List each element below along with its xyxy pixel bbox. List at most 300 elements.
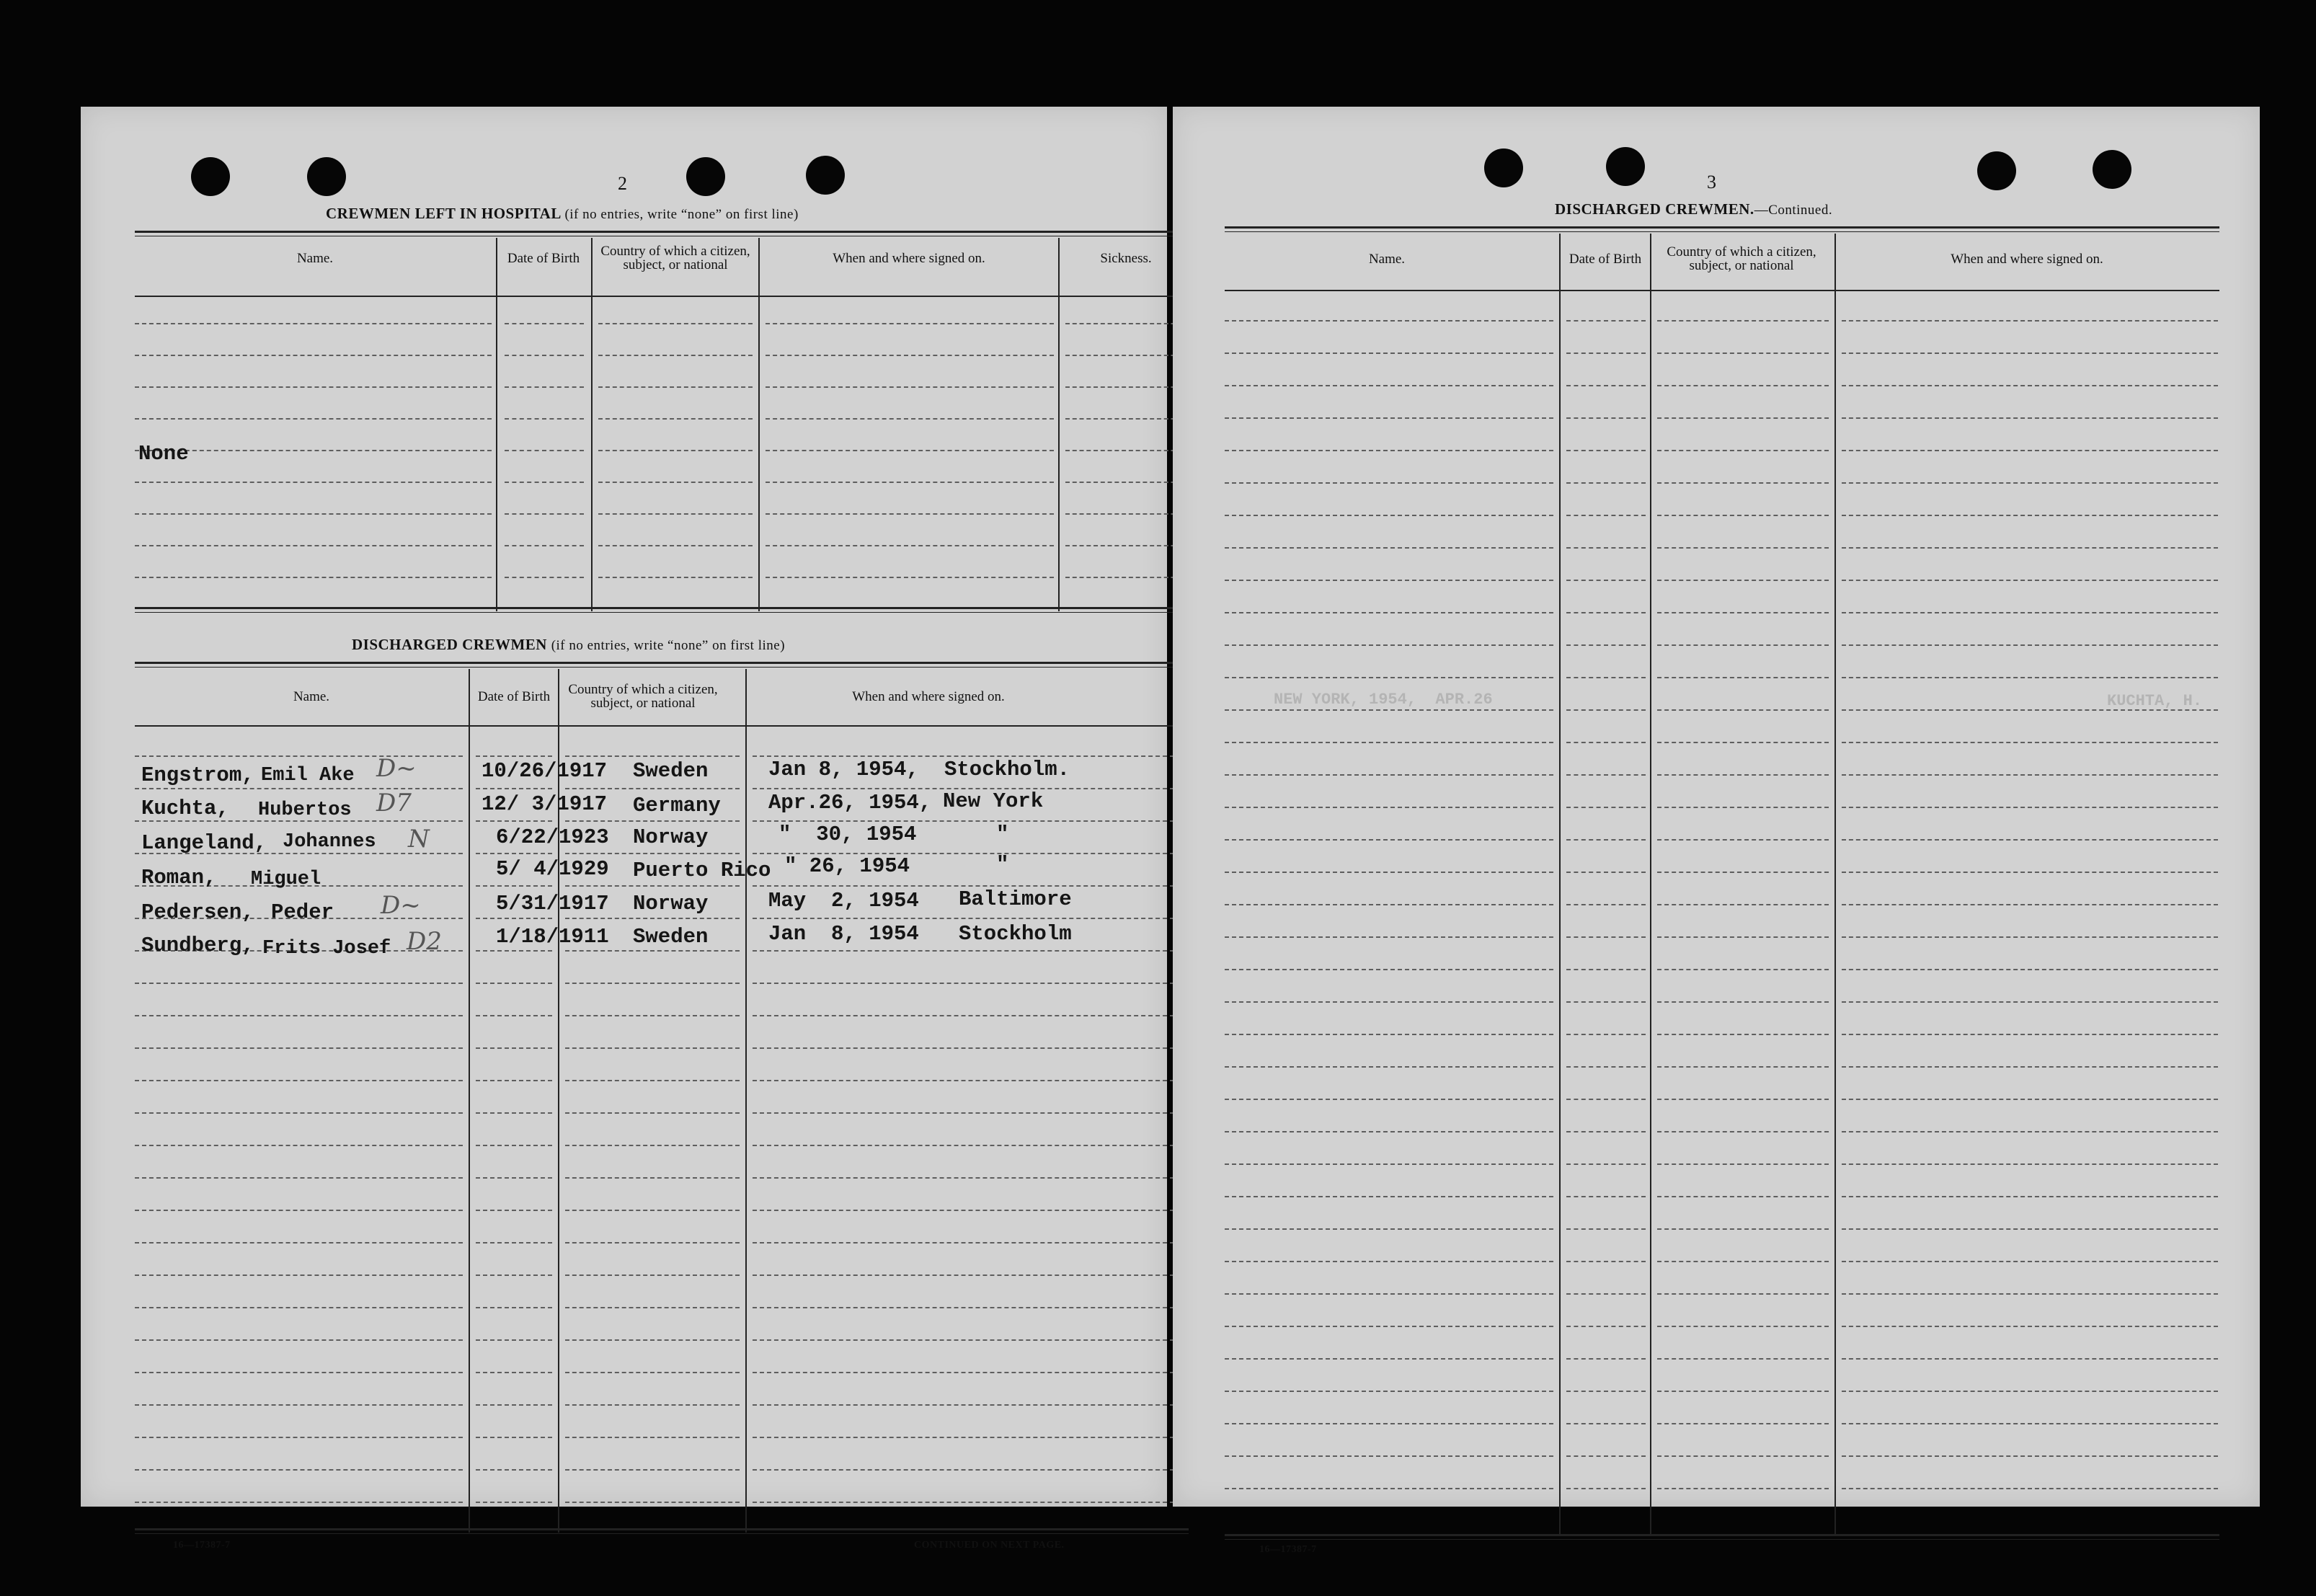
dotted-line xyxy=(565,1145,740,1146)
dotted-line xyxy=(505,513,584,515)
dotted-line xyxy=(598,513,753,515)
dotted-line xyxy=(565,1047,740,1049)
dotted-line xyxy=(1225,515,1553,516)
dotted-line xyxy=(1225,872,1553,873)
dotted-line xyxy=(1842,1391,2218,1392)
dotted-line xyxy=(1065,482,1189,483)
entry-dob: 12/ 3/1917 xyxy=(482,792,608,816)
dotted-line xyxy=(1566,774,1646,776)
dotted-line xyxy=(1065,513,1189,515)
dotted-line xyxy=(766,577,1054,578)
dotted-line xyxy=(1842,1293,2218,1295)
dotted-line xyxy=(1566,742,1646,743)
dotted-line xyxy=(505,355,584,356)
dotted-line xyxy=(1842,1423,2218,1424)
dotted-line xyxy=(1842,1034,2218,1035)
dotted-line xyxy=(753,755,1189,757)
dotted-line xyxy=(1657,1261,1829,1262)
dotted-line xyxy=(1566,807,1646,808)
dotted-line xyxy=(565,1437,740,1438)
punch-hole xyxy=(1606,147,1645,186)
dotted-line xyxy=(565,820,740,822)
dotted-line xyxy=(1225,1488,1553,1489)
dotted-line xyxy=(1657,450,1829,451)
dotted-line xyxy=(135,323,492,324)
dotted-line xyxy=(1657,1293,1829,1295)
dotted-line xyxy=(1657,353,1829,354)
dotted-line xyxy=(1842,677,2218,678)
dotted-line xyxy=(1842,385,2218,386)
dotted-line xyxy=(476,788,552,789)
dotted-line xyxy=(753,1469,1189,1471)
dotted-line xyxy=(1225,969,1553,970)
dotted-line xyxy=(1657,1326,1829,1327)
dotted-line xyxy=(1657,807,1829,808)
dotted-line xyxy=(753,1339,1189,1341)
dotted-line xyxy=(1225,644,1553,646)
entry-country: Norway xyxy=(633,825,709,849)
dotted-line xyxy=(1566,547,1646,549)
dotted-line xyxy=(1566,1423,1646,1424)
dotted-line xyxy=(476,853,552,854)
entry-signed-place: New York xyxy=(943,789,1044,813)
dotted-line xyxy=(1842,644,2218,646)
dotted-line xyxy=(1566,482,1646,484)
entry-given-name: Miguel xyxy=(251,869,321,890)
dotted-line xyxy=(1065,545,1189,546)
dotted-line xyxy=(1566,644,1646,646)
entry-signed-date: Jan 8, 1954, xyxy=(768,758,919,781)
dotted-line xyxy=(753,918,1189,919)
column-divider xyxy=(1650,234,1651,1535)
punch-hole xyxy=(806,156,845,195)
dotted-line xyxy=(476,1015,552,1016)
dotted-line xyxy=(1225,1196,1553,1197)
dotted-line xyxy=(565,1274,740,1276)
column-divider xyxy=(1559,234,1561,1535)
discharged-title-note: (if no entries, write “none” on first line) xyxy=(551,638,786,653)
dotted-line xyxy=(598,355,753,356)
dotted-line xyxy=(1225,1066,1553,1068)
dotted-line xyxy=(1657,1034,1829,1035)
dotted-line xyxy=(565,1469,740,1471)
dotted-line xyxy=(1842,1001,2218,1003)
dotted-line xyxy=(1566,1099,1646,1100)
dotted-line xyxy=(476,1372,552,1373)
dotted-line xyxy=(1657,1488,1829,1489)
dotted-line xyxy=(1657,1358,1829,1360)
dotted-line xyxy=(476,1469,552,1471)
dotted-line xyxy=(1842,872,2218,873)
dotted-line xyxy=(565,1242,740,1243)
dotted-line xyxy=(1657,644,1829,646)
dotted-line xyxy=(565,755,740,757)
dotted-line xyxy=(476,1177,552,1179)
table-top-rule xyxy=(135,231,1189,236)
dotted-line xyxy=(1225,320,1553,322)
dotted-line xyxy=(1566,417,1646,419)
dotted-line xyxy=(476,1502,552,1503)
dotted-line xyxy=(1842,1163,2218,1165)
dotted-line xyxy=(1566,709,1646,711)
dotted-line xyxy=(1225,547,1553,549)
entry-given-name: Peder xyxy=(271,900,334,924)
dotted-line xyxy=(565,1177,740,1179)
dotted-line xyxy=(565,1404,740,1406)
discharged-title-text: DISCHARGED CREWMEN xyxy=(352,636,547,653)
dotted-line xyxy=(1657,969,1829,970)
dotted-line xyxy=(1566,1293,1646,1295)
dotted-line xyxy=(505,577,584,578)
punch-hole xyxy=(307,157,346,196)
dotted-line xyxy=(135,386,492,388)
dotted-line xyxy=(135,1339,463,1341)
dotted-line xyxy=(476,950,552,952)
dotted-line xyxy=(1842,807,2218,808)
section-title-text: DISCHARGED CREWMEN. xyxy=(1555,200,1754,218)
entry-mark: D~ xyxy=(381,891,421,920)
dotted-line xyxy=(753,1177,1189,1179)
entry-given-name: Johannes xyxy=(283,831,376,853)
dotted-line xyxy=(1657,1099,1829,1100)
dotted-line xyxy=(1225,482,1553,484)
dotted-line xyxy=(766,482,1054,483)
dotted-line xyxy=(1225,1455,1553,1457)
dotted-line xyxy=(1566,1391,1646,1392)
dotted-line xyxy=(135,1274,463,1276)
dotted-line xyxy=(753,950,1189,952)
dotted-line xyxy=(1566,515,1646,516)
dotted-line xyxy=(1225,353,1553,354)
dotted-line xyxy=(1225,677,1553,678)
column-header-name: Name. xyxy=(293,688,330,704)
dotted-line xyxy=(1225,1261,1553,1262)
hospital-entry-none: None xyxy=(138,442,189,466)
entry-mark: D~ xyxy=(376,754,417,783)
dotted-line xyxy=(476,1307,552,1308)
hospital-title-note: (if no entries, write “none” on first line) xyxy=(564,207,799,222)
dotted-line xyxy=(1566,385,1646,386)
continued-note: CONTINUED ON NEXT PAGE. xyxy=(914,1540,1065,1551)
dotted-line xyxy=(505,386,584,388)
entry-given-name: Hubertos xyxy=(258,799,352,821)
dotted-line xyxy=(1566,353,1646,354)
dotted-line xyxy=(1225,1423,1553,1424)
punch-hole xyxy=(686,157,725,196)
dotted-line xyxy=(1657,872,1829,873)
dotted-line xyxy=(1842,547,2218,549)
dotted-line xyxy=(565,1080,740,1081)
dotted-line xyxy=(1065,323,1189,324)
dotted-line xyxy=(1657,547,1829,549)
column-divider xyxy=(745,669,747,1533)
dotted-line xyxy=(598,450,753,451)
dotted-line xyxy=(1225,904,1553,905)
dotted-line xyxy=(1842,1358,2218,1360)
entry-surname: Kuchta, xyxy=(141,797,229,820)
dotted-line xyxy=(135,1080,463,1081)
dotted-line xyxy=(505,418,584,420)
dotted-line xyxy=(135,1502,463,1503)
dotted-line xyxy=(1566,612,1646,613)
dotted-line xyxy=(1566,904,1646,905)
dotted-line xyxy=(1225,742,1553,743)
dotted-line xyxy=(1225,1358,1553,1360)
dotted-line xyxy=(1566,1066,1646,1068)
dotted-line xyxy=(753,983,1189,984)
dotted-line xyxy=(1566,1326,1646,1327)
dotted-line xyxy=(766,355,1054,356)
dotted-line xyxy=(1225,1131,1553,1132)
dotted-line xyxy=(1657,612,1829,613)
dotted-line xyxy=(476,1047,552,1049)
dotted-line xyxy=(753,1080,1189,1081)
column-divider xyxy=(758,238,760,611)
hospital-section-title xyxy=(326,205,799,223)
dotted-line xyxy=(1657,417,1829,419)
entry-country: Sweden xyxy=(633,759,709,783)
dotted-line xyxy=(766,418,1054,420)
dotted-line xyxy=(476,1210,552,1211)
dotted-line xyxy=(1657,774,1829,776)
dotted-line xyxy=(1225,1228,1553,1230)
dotted-line xyxy=(1225,936,1553,938)
dotted-line xyxy=(766,323,1054,324)
dotted-line xyxy=(135,1307,463,1308)
dotted-line xyxy=(1566,1034,1646,1035)
column-header-signed-on: When and where signed on. xyxy=(833,250,985,266)
column-divider xyxy=(469,669,470,1533)
header-rule xyxy=(1225,290,2219,291)
dotted-line xyxy=(565,1339,740,1341)
dotted-line xyxy=(476,1339,552,1341)
dotted-line xyxy=(1225,774,1553,776)
dotted-line xyxy=(476,983,552,984)
dotted-line xyxy=(135,1015,463,1016)
dotted-line xyxy=(1842,1131,2218,1132)
dotted-line xyxy=(1566,1261,1646,1262)
form-number: 16—17387-7 xyxy=(1259,1544,1317,1555)
dotted-line xyxy=(1842,353,2218,354)
dotted-line xyxy=(1842,612,2218,613)
dotted-line xyxy=(1225,612,1553,613)
dotted-line xyxy=(1225,417,1553,419)
dotted-line xyxy=(753,1502,1189,1503)
hospital-title-text: CREWMEN LEFT IN HOSPITAL xyxy=(326,205,561,222)
column-divider xyxy=(496,238,497,611)
table-top-rule xyxy=(135,662,1189,668)
entry-signed-date: Apr.26, 1954, xyxy=(768,791,932,815)
dotted-line xyxy=(1842,1326,2218,1327)
dotted-line xyxy=(135,1145,463,1146)
discharged-section-title xyxy=(352,636,785,654)
dotted-line xyxy=(505,545,584,546)
dotted-line xyxy=(1657,709,1829,711)
dotted-line xyxy=(1842,1196,2218,1197)
dotted-line xyxy=(598,577,753,578)
column-header-date-of-birth: Date of Birth xyxy=(1569,251,1642,267)
dotted-line xyxy=(1566,1001,1646,1003)
table-top-rule xyxy=(1225,226,2219,232)
entry-surname: Roman, xyxy=(141,866,217,890)
entry-mark: N xyxy=(408,825,430,854)
dotted-line xyxy=(565,1502,740,1503)
dotted-line xyxy=(135,1112,463,1114)
dotted-line xyxy=(135,545,492,546)
page-number: 2 xyxy=(618,173,627,194)
dotted-line xyxy=(753,1047,1189,1049)
dotted-line xyxy=(1657,677,1829,678)
entry-signed-date: May 2, 1954 xyxy=(768,889,919,913)
dotted-line xyxy=(753,1372,1189,1373)
dotted-line xyxy=(565,885,740,887)
dotted-line xyxy=(135,577,492,578)
dotted-line xyxy=(598,482,753,483)
dotted-line xyxy=(135,1242,463,1243)
dotted-line xyxy=(135,1210,463,1211)
punch-hole xyxy=(1977,151,2016,190)
dotted-line xyxy=(766,513,1054,515)
entry-dob: 1/18/1911 xyxy=(496,925,609,949)
dotted-line xyxy=(1065,418,1189,420)
dotted-line xyxy=(505,450,584,451)
dotted-line xyxy=(476,1112,552,1114)
dotted-line xyxy=(1657,904,1829,905)
column-divider xyxy=(1058,238,1060,611)
dotted-line xyxy=(1065,450,1189,451)
column-header-sickness: Sickness. xyxy=(1100,250,1152,266)
dotted-line xyxy=(1566,969,1646,970)
dotted-line xyxy=(135,1437,463,1438)
dotted-line xyxy=(1842,1455,2218,1457)
dotted-line xyxy=(1225,1034,1553,1035)
section-title xyxy=(1555,200,1832,218)
dotted-line xyxy=(1657,1228,1829,1230)
entry-surname: Pedersen, xyxy=(141,900,254,924)
dotted-line xyxy=(1566,1455,1646,1457)
dotted-line xyxy=(766,450,1054,451)
entry-mark: D2 xyxy=(407,927,442,956)
dotted-line xyxy=(1225,450,1553,451)
dotted-line xyxy=(1566,1163,1646,1165)
entry-dob: 5/31/1917 xyxy=(496,892,609,916)
entry-mark: D7 xyxy=(376,789,412,817)
dotted-line xyxy=(1225,1163,1553,1165)
dotted-line xyxy=(1842,515,2218,516)
dotted-line xyxy=(598,418,753,420)
dotted-line xyxy=(476,1242,552,1243)
entry-country: Puerto Rico xyxy=(633,859,771,882)
dotted-line xyxy=(598,386,753,388)
dotted-line xyxy=(1566,1228,1646,1230)
form-number: 16—17387-7 xyxy=(173,1540,231,1551)
column-header-date-of-birth: Date of Birth xyxy=(477,688,551,704)
dotted-line xyxy=(476,918,552,919)
column-header-country: Country of which a citizen, subject, or national xyxy=(600,244,750,272)
dotted-line xyxy=(1566,839,1646,841)
dotted-line xyxy=(1657,1423,1829,1424)
dotted-line xyxy=(135,983,463,984)
dotted-line xyxy=(1225,1326,1553,1327)
column-divider xyxy=(1834,234,1836,1535)
dotted-line xyxy=(598,545,753,546)
column-header-name: Name. xyxy=(1368,251,1406,267)
column-header-signed-on: When and where signed on. xyxy=(852,688,1005,704)
dotted-line xyxy=(1065,386,1189,388)
header-rule xyxy=(135,725,1189,727)
dotted-line xyxy=(1842,904,2218,905)
column-header-country: Country of which a citizen, subject, or national xyxy=(568,682,718,711)
column-divider xyxy=(591,238,593,611)
table-bottom-rule xyxy=(135,1528,1189,1534)
entry-signed-date: " 26, 1954 xyxy=(784,854,910,878)
dotted-line xyxy=(1657,1391,1829,1392)
dotted-line xyxy=(1566,677,1646,678)
dotted-line xyxy=(1225,709,1553,711)
entry-country: Sweden xyxy=(633,925,709,949)
dotted-line xyxy=(1842,1261,2218,1262)
dotted-line xyxy=(565,1372,740,1373)
entry-dob: 10/26/1917 xyxy=(482,759,608,783)
dotted-line xyxy=(135,418,492,420)
dotted-line xyxy=(1842,320,2218,322)
dotted-line xyxy=(1657,1131,1829,1132)
punch-hole xyxy=(1484,148,1523,187)
dotted-line xyxy=(476,1404,552,1406)
dotted-line xyxy=(135,1469,463,1471)
entry-signed-place: " xyxy=(996,823,1009,846)
dotted-line xyxy=(1225,580,1553,581)
dotted-line xyxy=(753,1437,1189,1438)
dotted-line xyxy=(753,1404,1189,1406)
dotted-line xyxy=(1566,1358,1646,1360)
dotted-line xyxy=(1225,1001,1553,1003)
dotted-line xyxy=(1657,936,1829,938)
header-rule xyxy=(135,296,1189,297)
dotted-line xyxy=(565,983,740,984)
entry-surname: Engstrom, xyxy=(141,763,254,787)
right-page xyxy=(1173,107,2260,1555)
dotted-line xyxy=(766,386,1054,388)
entry-surname: Langeland, xyxy=(141,831,267,855)
dotted-line xyxy=(1842,580,2218,581)
dotted-line xyxy=(135,1404,463,1406)
dotted-line xyxy=(565,1307,740,1308)
dotted-line xyxy=(1842,417,2218,419)
entry-signed-place: Stockholm. xyxy=(944,758,1070,781)
dotted-line xyxy=(1842,742,2218,743)
dotted-line xyxy=(1566,872,1646,873)
entry-given-name: Frits Josef xyxy=(262,938,391,959)
table-bottom-rule xyxy=(135,607,1189,613)
dotted-line xyxy=(753,1242,1189,1243)
entry-signed-place: Stockholm xyxy=(959,922,1072,946)
dotted-line xyxy=(1657,385,1829,386)
dotted-line xyxy=(565,918,740,919)
dotted-line xyxy=(135,1372,463,1373)
dotted-line xyxy=(1842,482,2218,484)
dotted-line xyxy=(1657,1163,1829,1165)
dotted-line xyxy=(1657,1001,1829,1003)
dotted-line xyxy=(753,820,1189,822)
section-title-suffix: —Continued. xyxy=(1754,203,1833,218)
punch-hole xyxy=(191,157,230,196)
column-header-country: Country of which a citizen, subject, or national xyxy=(1667,244,1816,273)
dotted-line xyxy=(1842,774,2218,776)
dotted-line xyxy=(1566,320,1646,322)
dotted-line xyxy=(1657,742,1829,743)
dotted-line xyxy=(1657,1066,1829,1068)
